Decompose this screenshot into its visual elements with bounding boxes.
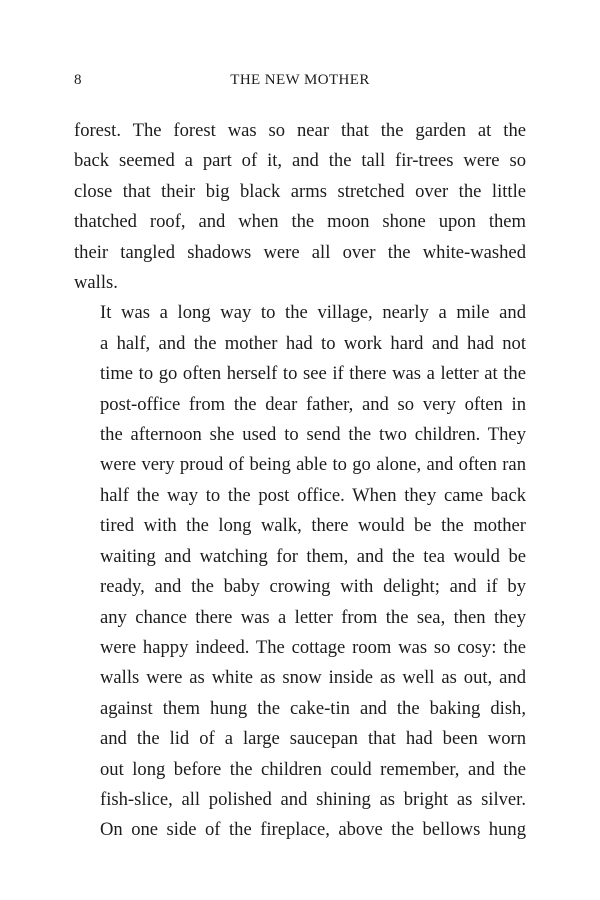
page-number: 8 bbox=[74, 72, 82, 88]
text-line: and the lid of a large saucepan that had been worn bbox=[100, 728, 526, 750]
text-line: post-office from the dear father, and so very often in bbox=[100, 393, 526, 415]
text-line: close that their big black arms stretched over the little bbox=[74, 180, 526, 202]
text-line: half the way to the post office. When they came back bbox=[100, 484, 526, 506]
text-line: ready, and the baby crowing with delight; and if by bbox=[100, 576, 526, 598]
text-line: were very proud of being able to go alone, and often ran bbox=[100, 454, 526, 476]
body-text bbox=[74, 116, 526, 846]
text-line: any chance there was a letter from the sea, then they bbox=[100, 606, 526, 628]
text-line: out long before the children could remember, and the bbox=[100, 758, 526, 780]
text-line: their tangled shadows were all over the white-washed bbox=[74, 241, 526, 263]
text-line: waiting and watching for them, and the tea would be bbox=[100, 545, 526, 567]
text-line: On one side of the fireplace, above the bellows hung bbox=[100, 819, 526, 841]
paragraph-1 bbox=[74, 116, 526, 298]
text-line: time to go often herself to see if there was a letter at the bbox=[100, 363, 526, 385]
page-header bbox=[74, 72, 526, 96]
text-line: against them hung the cake-tin and the baking dish, bbox=[100, 697, 526, 719]
text-line: fish-slice, all polished and shining as bright as silver. bbox=[100, 788, 526, 810]
text-line: walls were as white as snow inside as well as out, and bbox=[100, 667, 526, 689]
text-line: thatched roof, and when the moon shone upon them bbox=[74, 211, 526, 233]
text-line: the afternoon she used to send the two children. They bbox=[100, 424, 526, 446]
text-line: a half, and the mother had to work hard and had not bbox=[100, 332, 526, 354]
text-line: were happy indeed. The cottage room was so cosy: the bbox=[100, 636, 526, 658]
text-line: forest. The forest was so near that the garden at the bbox=[74, 120, 526, 141]
text-line: tired with the long walk, there would be the mother bbox=[100, 515, 526, 537]
text-line: back seemed a part of it, and the tall fir-trees were so bbox=[74, 150, 526, 172]
text-line: It was a long way to the village, nearly a mile and bbox=[100, 302, 526, 324]
text-line: walls. bbox=[74, 272, 118, 294]
running-head: THE NEW MOTHER bbox=[230, 72, 370, 88]
paragraph-2 bbox=[74, 298, 526, 845]
